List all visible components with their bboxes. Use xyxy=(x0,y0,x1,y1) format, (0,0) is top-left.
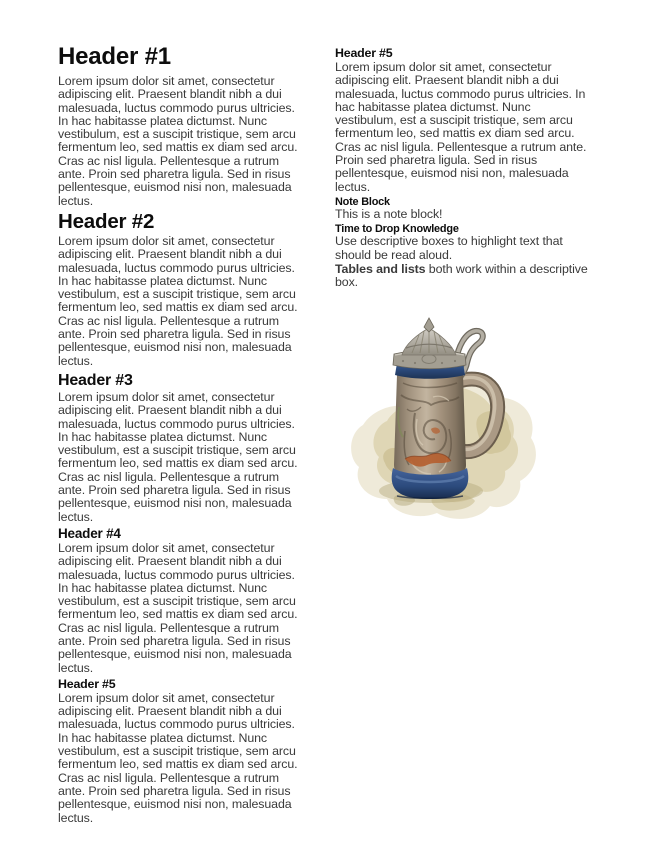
note-block-heading: Note Block xyxy=(335,195,390,208)
left-column xyxy=(58,44,308,844)
knowledge-block-heading: Time to Drop Knowledge xyxy=(335,223,459,236)
section-heading-h4: Header #4 xyxy=(58,525,121,541)
right-column xyxy=(335,44,592,844)
section-paragraph: Lorem ipsum dolor sit amet, consectetur adipiscing elit. Praesent blandit nibh a dui malesuada, luctus commodo purus ultricies. In hac habitasse platea dictumst. Nunc vestibulum, est a suscipit tristique, sem arcu fermentum leo, sed mattis ex diam sed arcu. Cras ac nisl ligula. Pellentesque a rutrum ante. Proin sed pharetra ligula. Sed in risus pellentesque, euismod nisi non, malesuada lectus. xyxy=(58,690,298,825)
section-heading-h5: Header #5 xyxy=(335,46,393,60)
section-heading-h5: Header #5 xyxy=(58,676,116,691)
section-paragraph: Lorem ipsum dolor sit amet, consectetur adipiscing elit. Praesent blandit nibh a dui malesuada, luctus commodo purus ultricies. In hac habitasse platea dictumst. Nunc vestibulum, est a suscipit tristique, sem arcu fermentum leo, sed mattis ex diam sed arcu. Cras ac nisl ligula. Pellentesque a rutrum ante. Proin sed pharetra ligula. Sed in risus pellentesque, euismod nisi non, malesuada lectus. xyxy=(58,74,298,208)
emphasis-rest-text: both work within a descriptive box. xyxy=(335,261,588,290)
beer-stein-illustration xyxy=(345,313,547,525)
emphasis-bold-text: Tables and lists xyxy=(335,261,426,276)
beer-stein-watercolor-svg xyxy=(345,313,547,525)
section-paragraph: Lorem ipsum dolor sit amet, consectetur adipiscing elit. Praesent blandit nibh a dui malesuada, luctus commodo purus ultricies. In hac habitasse platea dictumst. Nunc vestibulum, est a suscipit tristique, sem arcu fermentum leo, sed mattis ex diam sed arcu. Cras ac nisl ligula. Pellentesque a rutrum ante. Proin sed pharetra ligula. Sed in risus pellentesque, euismod nisi non, malesuada lectus. xyxy=(58,389,298,524)
stein-body xyxy=(394,375,466,482)
section-paragraph: Lorem ipsum dolor sit amet, consectetur adipiscing elit. Praesent blandit nibh a dui malesuada, luctus commodo purus ultricies. In hac habitasse platea dictumst. Nunc vestibulum, est a suscipit tristique, sem arcu fermentum leo, sed mattis ex diam sed arcu. Cras ac nisl ligula. Pellentesque a rutrum ante. Proin sed pharetra ligula. Sed in risus pellentesque, euismod nisi non, malesuada lectus. xyxy=(58,233,298,368)
section-heading-h3: Header #3 xyxy=(58,371,133,389)
section-paragraph: Lorem ipsum dolor sit amet, consectetur adipiscing elit. Praesent blandit nibh a dui malesuada, luctus commodo purus ultricies. In hac habitasse platea dictumst. Nunc vestibulum, est a suscipit tristique, sem arcu fermentum leo, sed mattis ex diam sed arcu. Cras ac nisl ligula. Pellentesque a rutrum ante. Proin sed pharetra ligula. Sed in risus pellentesque, euismod nisi non, malesuada lectus. xyxy=(335,60,587,194)
note-block-text: This is a note block! xyxy=(335,206,443,221)
section-paragraph: Lorem ipsum dolor sit amet, consectetur adipiscing elit. Praesent blandit nibh a dui malesuada, luctus commodo purus ultricies. In hac habitasse platea dictumst. Nunc vestibulum, est a suscipit tristique, sem arcu fermentum leo, sed mattis ex diam sed arcu. Cras ac nisl ligula. Pellentesque a rutrum ante. Proin sed pharetra ligula. Sed in risus pellentesque, euismod nisi non, malesuada lectus. xyxy=(58,540,298,675)
stein-lid xyxy=(393,318,466,369)
section-heading-h1: Header #1 xyxy=(58,43,171,70)
knowledge-block-emphasis-text xyxy=(335,263,592,290)
section-heading-h2: Header #2 xyxy=(58,209,155,233)
knowledge-block-text: Use descriptive boxes to highlight text that should be read aloud. xyxy=(335,234,563,262)
